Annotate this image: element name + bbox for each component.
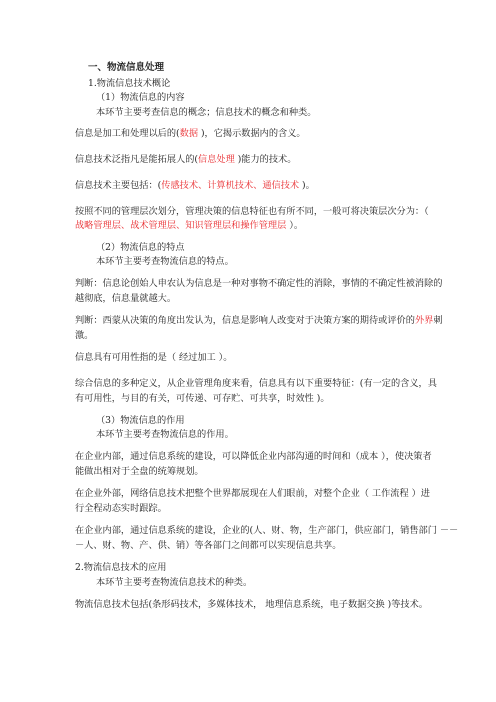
paragraph-line: －人、财、物、产、供、销）等各部门之间都可以实现信息共享。 [75, 540, 342, 551]
answer-text: 传感技术、计算机技术、通信技术 [161, 180, 300, 191]
question-text: )，它揭示数据内的含义。 [198, 128, 306, 139]
paragraph-line: 物流信息技术包括(条形码技术，多媒体技术， 地理信息系统，电子数据交换 )等技术。 [75, 599, 428, 610]
intro-text: 本环节主要考查信息的概念；信息技术的概念和种类。 [96, 107, 317, 118]
question-line [75, 152, 296, 167]
paragraph-line: 综合信息的多种定义，从企业管理角度来看，信息具有以下重要特征：(有一定的含义，具 [75, 378, 437, 389]
paragraph-text: 刺 [433, 315, 443, 326]
question-line [75, 178, 315, 193]
answer-text: 外界 [414, 315, 434, 326]
paragraph-line: 在企业内部，通过信息系统的建设，可以降低企业内部沟通的时间和（成本 ），使决策者 [75, 451, 432, 462]
subsection-title: 2.物流信息技术的应用 [75, 562, 167, 573]
paragraph-line: 在企业内部，通过信息系统的建设，企业的(人、财、物，生产部门，供应部门，销售部门 －－ [75, 525, 459, 536]
subsection-title: （3）物流信息的作用 [96, 415, 185, 426]
paragraph-line: 在企业外部，网络信息技术把整个世界都展现在人们眼前，对整个企业（ 工作流程 ）进 [75, 488, 430, 499]
subsection-title: （1）物流信息的内容 [96, 92, 185, 103]
paragraph-line: 有可用性，与目的有关，可传递、可存贮、可共享，时效性 )。 [75, 393, 330, 404]
answer-text: 数据 [179, 128, 199, 139]
intro-text: 本环节主要考查物流信息技术的种类。 [96, 577, 253, 588]
question-text: )。 [299, 180, 315, 191]
paragraph-line: 激。 [75, 330, 94, 341]
subsection-title: （2）物流信息的特点 [96, 242, 185, 253]
intro-text: 本环节主要考查物流信息的特点。 [96, 256, 234, 267]
paragraph-line: 越彻底，信息量就越大。 [75, 293, 177, 304]
question-line [75, 126, 306, 141]
subsection-title: 1.物流信息技术概论 [88, 78, 171, 89]
paragraph-text: 判断：西蒙从决策的角度出发认为，信息是影响人改变对于决策方案的期待或评价的 [75, 315, 415, 326]
question-line: 按照不同的管理层次划分，管理决策的信息特征也有所不同，一般可将决策层次分为：（ [75, 206, 429, 217]
question-text: 信息是加工和处理以后的( [75, 128, 180, 139]
intro-text: 本环节主要考查物流信息的作用。 [96, 429, 234, 440]
question-text: 信息技术主要包括：( [75, 180, 162, 191]
question-line [75, 218, 303, 233]
question-text: ）。 [286, 220, 304, 231]
answer-text: 战略管理层、战术管理层、知识管理层和操作管理层 [75, 220, 287, 231]
paragraph-line: 行全程动态实时跟踪。 [75, 503, 167, 514]
paragraph-line: 能做出相对于全盘的统筹规划。 [75, 466, 204, 477]
paragraph-line [75, 313, 443, 328]
question-text: )能力的技术。 [234, 154, 297, 165]
section-heading: 一、物流信息处理 [88, 62, 165, 73]
paragraph-line: 判断：信息论创始人申农认为信息是一种对事物不确定性的消除，事情的不确定性被消除的 [75, 278, 443, 289]
answer-text: 信息处理 [198, 154, 235, 165]
question-text: 信息技术泛指凡是能拓展人的( [75, 154, 199, 165]
paragraph-line: 信息具有可用性指的是（ 经过加工 ）。 [75, 352, 233, 363]
